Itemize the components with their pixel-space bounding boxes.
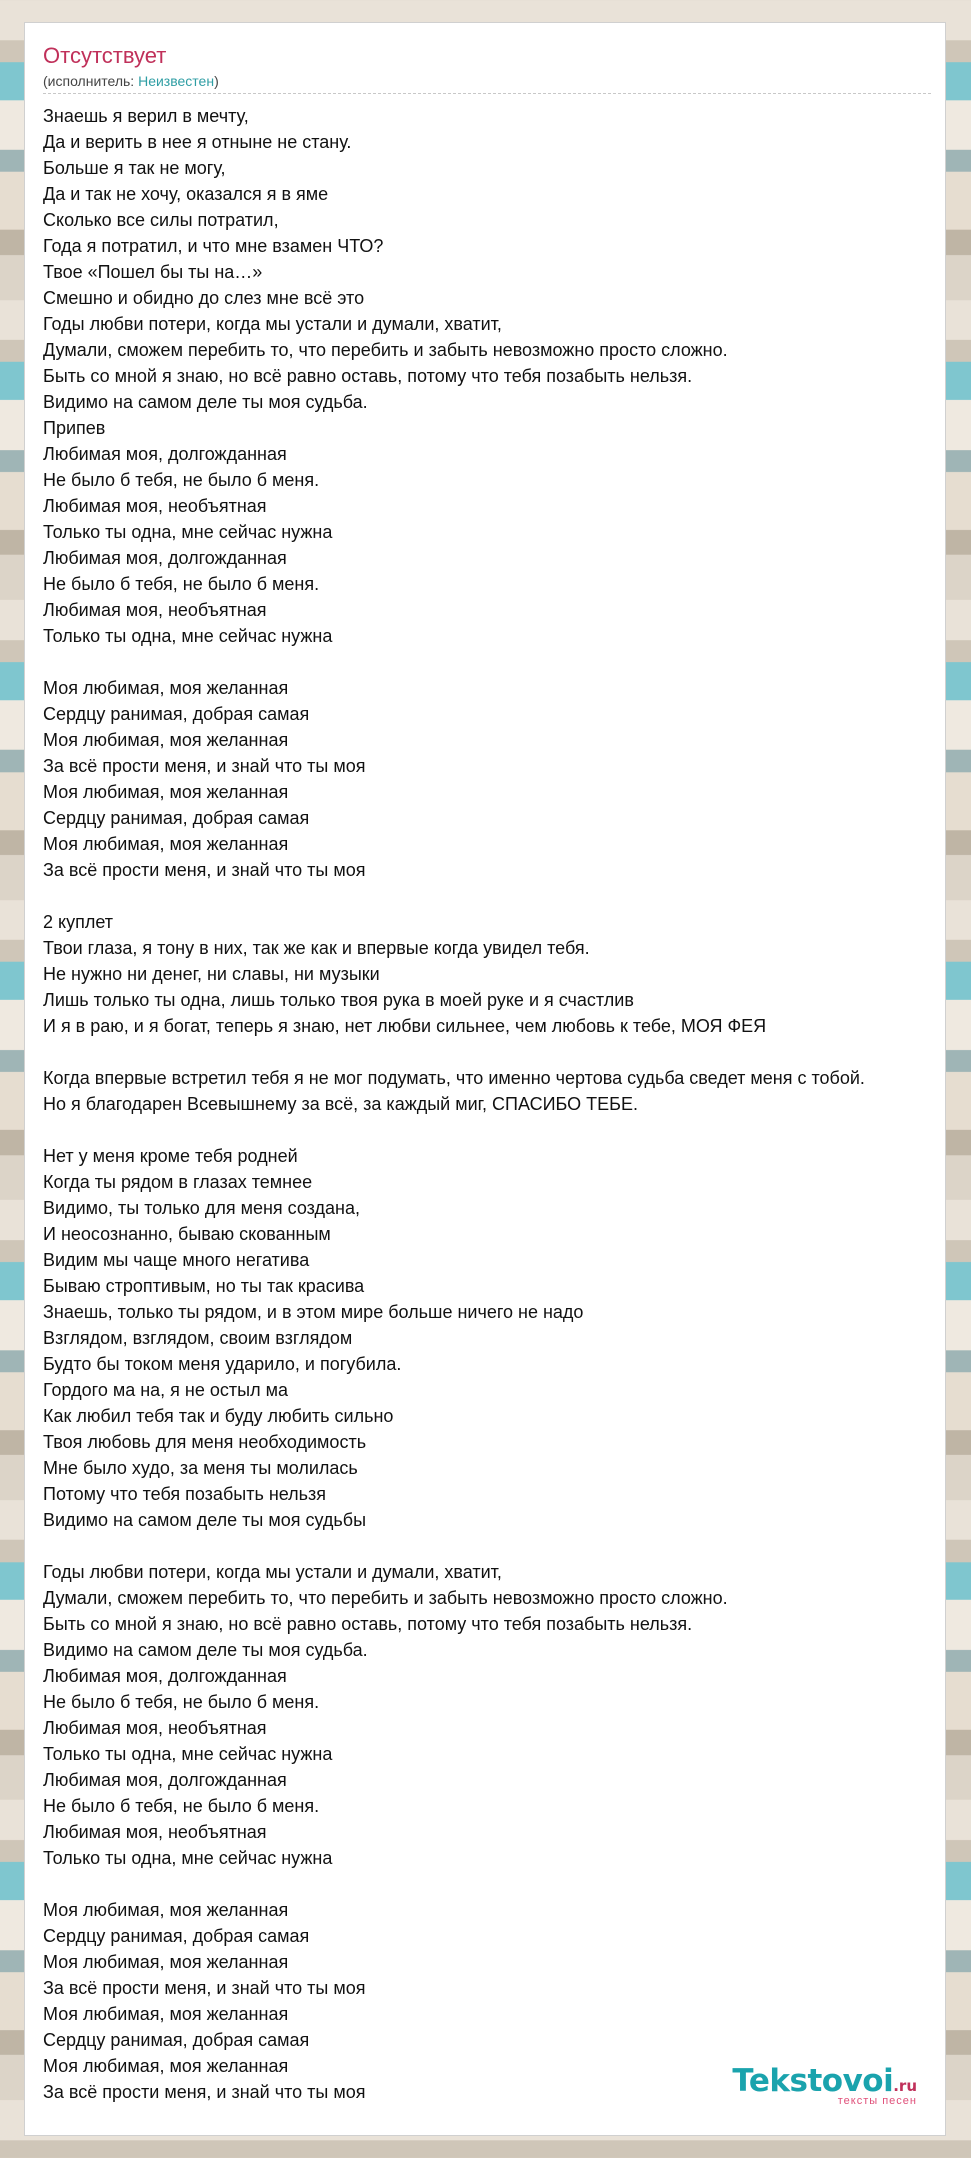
- lyric-blank-line: [43, 1533, 971, 1559]
- song-title: Отсутствует: [43, 43, 167, 68]
- artist-suffix: ): [214, 73, 219, 89]
- lyric-line: И я в раю, и я богат, теперь я знаю, нет любви сильнее, чем любовь к тебе, МОЯ ФЕЯ: [43, 1016, 767, 1036]
- lyric-line: Как любил тебя так и буду любить сильно: [43, 1406, 394, 1426]
- lyric-line: Потому что тебя позабыть нельзя: [43, 1484, 327, 1504]
- lyric-line: Видимо, ты только для меня создана,: [43, 1198, 360, 1218]
- lyric-line: Сердцу ранимая, добрая самая: [43, 808, 310, 828]
- lyric-line: Смешно и обидно до слез мне всё это: [43, 288, 365, 308]
- lyric-line: Не было б тебя, не было б меня.: [43, 574, 320, 594]
- lyric-line: Годы любви потери, когда мы устали и думали, хватит,: [43, 314, 502, 334]
- lyric-line: Только ты одна, мне сейчас нужна: [43, 522, 333, 542]
- lyrics-card: [24, 22, 946, 2136]
- lyric-blank-line: [43, 1039, 971, 1065]
- lyric-line: Больше я так не могу,: [43, 158, 226, 178]
- lyric-line: Лишь только ты одна, лишь только твоя рука в моей руке и я счастлив: [43, 990, 634, 1010]
- lyric-line: Моя любимая, моя желанная: [43, 1952, 289, 1972]
- lyric-line: Любимая моя, необъятная: [43, 600, 267, 620]
- lyric-blank-line: [43, 883, 971, 909]
- lyric-line: Мне было худо, за меня ты молилась: [43, 1458, 358, 1478]
- lyric-line: Видимо на самом деле ты моя судьбы: [43, 1510, 367, 1530]
- lyric-line: Думали, сможем перебить то, что перебить и забыть невозможно просто сложно.: [43, 340, 728, 360]
- lyric-line: Припев: [43, 418, 106, 438]
- lyric-line: Не было б тебя, не было б меня.: [43, 1796, 320, 1816]
- lyric-line: Любимая моя, необъятная: [43, 496, 267, 516]
- lyric-line: Любимая моя, необъятная: [43, 1822, 267, 1842]
- lyric-line: Любимая моя, долгожданная: [43, 1770, 287, 1790]
- lyric-line: Моя любимая, моя желанная: [43, 678, 289, 698]
- logo-main-text: Tekstovoi: [732, 2063, 894, 2099]
- lyric-line: Быть со мной я знаю, но всё равно оставь, потому что тебя позабыть нельзя.: [43, 366, 693, 386]
- lyric-line: За всё прости меня, и знай что ты моя: [43, 1978, 366, 1998]
- lyric-line: Только ты одна, мне сейчас нужна: [43, 626, 333, 646]
- lyric-blank-line: [43, 1871, 971, 1897]
- lyric-line: Моя любимая, моя желанная: [43, 2056, 289, 2076]
- lyric-line: Сердцу ранимая, добрая самая: [43, 704, 310, 724]
- lyric-line: Знаешь, только ты рядом, и в этом мире больше ничего не надо: [43, 1302, 584, 1322]
- artist-prefix: (исполнитель:: [43, 73, 139, 89]
- lyric-line: Года я потратил, и что мне взамен ЧТО?: [43, 236, 384, 256]
- lyric-line: Только ты одна, мне сейчас нужна: [43, 1848, 333, 1868]
- logo-tld-text: .ru: [893, 2077, 917, 2095]
- lyric-line: Но я благодарен Всевышнему за всё, за каждый миг, СПАСИБО ТЕБЕ.: [43, 1094, 638, 1114]
- lyric-line: Не было б тебя, не было б меня.: [43, 1692, 320, 1712]
- lyric-line: Не было б тебя, не было б меня.: [43, 470, 320, 490]
- lyric-line: За всё прости меня, и знай что ты моя: [43, 2082, 366, 2102]
- artist-link[interactable]: Неизвестен: [138, 73, 215, 89]
- lyric-line: Только ты одна, мне сейчас нужна: [43, 1744, 333, 1764]
- lyric-line: Сердцу ранимая, добрая самая: [43, 1926, 310, 1946]
- lyric-line: Когда ты рядом в глазах темнее: [43, 1172, 313, 1192]
- lyric-line: Моя любимая, моя желанная: [43, 1900, 289, 1920]
- header-divider: [43, 93, 931, 94]
- lyric-blank-line: [43, 1117, 971, 1143]
- lyric-line: Любимая моя, необъятная: [43, 1718, 267, 1738]
- lyric-line: Моя любимая, моя желанная: [43, 2004, 289, 2024]
- lyric-line: Моя любимая, моя желанная: [43, 730, 289, 750]
- lyric-line: Твои глаза, я тону в них, так же как и впервые когда увидел тебя.: [43, 938, 590, 958]
- lyric-line: Когда впервые встретил тебя я не мог подумать, что именно чертова судьба сведет меня с тобой.: [43, 1068, 865, 1088]
- lyric-line: Любимая моя, долгожданная: [43, 548, 287, 568]
- lyric-line: Бываю строптивым, но ты так красива: [43, 1276, 365, 1296]
- lyric-line: И неосознанно, бываю скованным: [43, 1224, 331, 1244]
- lyric-line: 2 куплет: [43, 912, 113, 932]
- lyric-line: Гордого ма на, я не остыл ма: [43, 1380, 288, 1400]
- lyric-line: Не нужно ни денег, ни славы, ни музыки: [43, 964, 380, 984]
- artist-line: [43, 72, 219, 90]
- lyric-line: За всё прости меня, и знай что ты моя: [43, 860, 366, 880]
- lyric-line: Моя любимая, моя желанная: [43, 834, 289, 854]
- lyric-line: Взглядом, взглядом, своим взглядом: [43, 1328, 353, 1348]
- lyric-line: Любимая моя, долгожданная: [43, 444, 287, 464]
- lyric-line: За всё прости меня, и знай что ты моя: [43, 756, 366, 776]
- lyric-line: Твоя любовь для меня необходимость: [43, 1432, 367, 1452]
- lyric-line: Видимо на самом деле ты моя судьба.: [43, 1640, 368, 1660]
- lyric-line: Да и верить в нее я отныне не стану.: [43, 132, 352, 152]
- lyric-line: Годы любви потери, когда мы устали и думали, хватит,: [43, 1562, 502, 1582]
- lyric-line: Думали, сможем перебить то, что перебить и забыть невозможно просто сложно.: [43, 1588, 728, 1608]
- lyric-line: Любимая моя, долгожданная: [43, 1666, 287, 1686]
- lyric-line: Нет у меня кроме тебя родней: [43, 1146, 298, 1166]
- lyric-line: Быть со мной я знаю, но всё равно оставь, потому что тебя позабыть нельзя.: [43, 1614, 693, 1634]
- lyric-line: Моя любимая, моя желанная: [43, 782, 289, 802]
- lyric-blank-line: [43, 649, 971, 675]
- lyrics-text: [43, 103, 971, 2105]
- lyric-line: Сердцу ранимая, добрая самая: [43, 2030, 310, 2050]
- lyric-line: Знаешь я верил в мечту,: [43, 106, 249, 126]
- lyric-line: Будто бы током меня ударило, и погубила.: [43, 1354, 402, 1374]
- lyric-line: Твое «Пошел бы ты на…»: [43, 262, 263, 282]
- lyric-line: Сколько все силы потратил,: [43, 210, 279, 230]
- lyric-line: Видимо на самом деле ты моя судьба.: [43, 392, 368, 412]
- lyric-line: Да и так не хочу, оказался я в яме: [43, 184, 329, 204]
- site-logo[interactable]: [732, 2063, 917, 2107]
- logo-subtitle: тексты песен: [837, 2095, 917, 2107]
- lyric-line: Видим мы чаще много негатива: [43, 1250, 310, 1270]
